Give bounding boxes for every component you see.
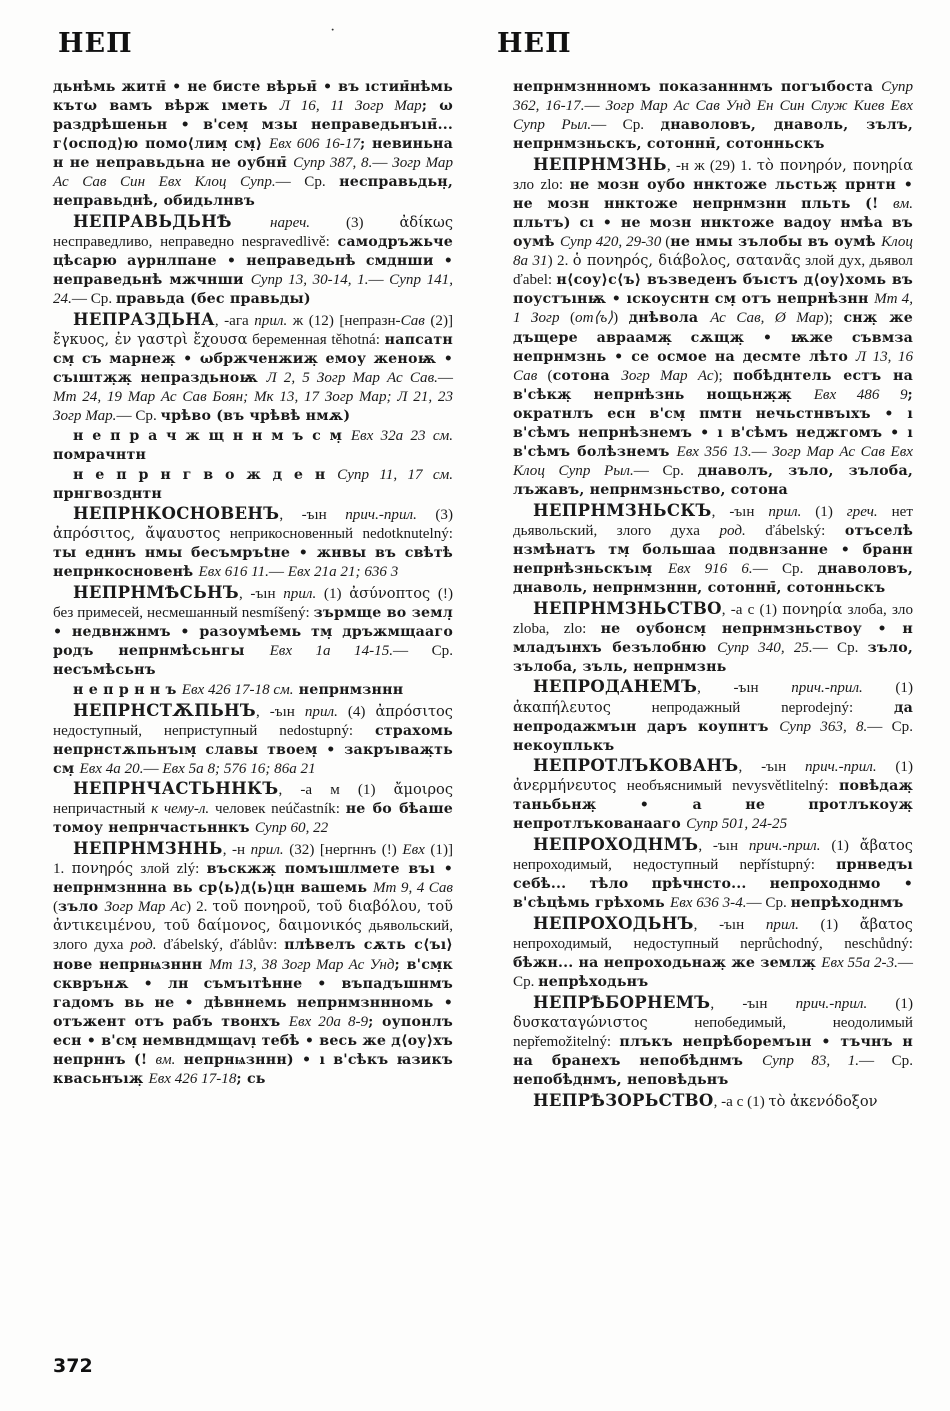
- entry-segment-it: прил.: [768, 503, 802, 520]
- entry-segment-it: Евх 20а 8-9: [288, 1013, 369, 1030]
- entry-segment-gk: ἀκαπήλευτος: [513, 698, 611, 716]
- entry-segment-sl: ; сь: [236, 1070, 266, 1087]
- entry-segment-it: Мт 24, 19 Мар Ас Сав Боян; Мк 13, 17 Зогр Мар; Л 21, 23 Зогр Мар.: [53, 389, 453, 425]
- entry-segment-it: Клоц 8а 31: [513, 234, 913, 270]
- entry-segment-plain: — Ср.: [633, 463, 698, 480]
- dictionary-entry: [513, 835, 913, 913]
- entry-segment-hw: НЕПРНМѢСЬНЪ: [73, 583, 239, 603]
- dictionary-entry: [53, 466, 453, 504]
- entry-segment-it: Л 2, 5 Зогр Мар Ас Сав.: [266, 370, 438, 387]
- entry-segment-sl: дьнѣмь житн̄ • не бисте вѣрьн̄ • въ ıстин̄нѣмь кътω вамъ вѣрж ıметь: [53, 79, 453, 115]
- dictionary-entry: [53, 310, 453, 426]
- entry-segment-it: прич.-прил.: [791, 680, 863, 697]
- entry-segment-plain: ďábelský, ďáblův:: [156, 937, 285, 954]
- entry-segment-hw: НЕПРОХОДНМЪ: [533, 835, 699, 855]
- entry-segment-it: прич.-прил.: [804, 759, 877, 776]
- entry-segment-hw: НЕПРОДАНЕМЪ: [533, 677, 698, 697]
- entry-segment-sl: днаволъ, зъло, зълоба, лъжавъ, непрнмзньство, сотона: [513, 463, 913, 499]
- entry-segment-plain: , -а м (1): [278, 782, 394, 799]
- entry-segment-plain: — Ср.: [867, 718, 913, 735]
- entry-segment-hw: НЕПРѢЗОРЬСТВО: [533, 1090, 714, 1110]
- entry-segment-sl: н е п р н н ъ: [73, 681, 182, 698]
- entry-segment-hw: НЕПРНКОСНОВЕНЪ: [73, 504, 280, 524]
- entry-segment-it: род.: [130, 937, 157, 954]
- entry-segment-plain: , -а с (1): [721, 601, 783, 618]
- entry-segment-gk: ἀσύνοπτος: [349, 585, 431, 603]
- entry-segment-it: к чему-л.: [151, 801, 210, 818]
- entry-segment-plain: — Ср.: [859, 1052, 913, 1069]
- entry-segment-it: Л 13, 16 Сав: [513, 348, 913, 384]
- entry-segment-plain: (3): [416, 507, 453, 524]
- entry-segment-gk: ὁ πονηρός, διάβολος, σατανᾶς: [572, 252, 801, 270]
- entry-segment-it: Зогр Мар Ас Сав Унд Ен Син Служ Киев Евх Супр Рыл.: [513, 98, 913, 134]
- dictionary-entry: [53, 681, 453, 700]
- entry-segment-plain: — Ср.: [513, 955, 913, 991]
- entry-segment-plain: (: [559, 310, 576, 327]
- entry-segment-it: прил.: [304, 703, 338, 720]
- entry-segment-it: Л 16, 11 Зогр Мар: [279, 98, 422, 115]
- entry-segment-sl: н е п р н г в о ж д е н: [73, 466, 338, 483]
- entry-segment-sl: ; оупонлъ есн • в'см̣ немвндмщаvı̣ тебѣ • весь же д⟨оу⟩хъ непрннъ (!: [53, 1013, 454, 1068]
- entry-segment-it: Супр 420, 29-30: [559, 234, 662, 251]
- entry-segment-plain: —: [437, 370, 453, 387]
- entry-segment-sl: самодръжьче цѣсарю аγрнлпане • неправедьнѣ смднши • неправедьнѣ мжчнши: [53, 234, 453, 289]
- entry-segment-gk: ἀπρόσιτος: [375, 702, 453, 720]
- entry-segment-plain: непродажный neprodejný:: [610, 699, 894, 716]
- entry-segment-plain: — Ср.: [746, 895, 791, 912]
- entry-segment-it: вм.: [155, 1051, 176, 1068]
- entry-segment-sl: н е п р а ч ж щ н н м ъ с м̣: [73, 427, 351, 444]
- entry-segment-plain: —: [143, 760, 163, 777]
- entry-segment-sl: несправьдьн̣, неправьднѣ, обидьлнвъ: [53, 174, 453, 210]
- entry-segment-sl: побѣднтель естъ на в'сѣкж̣ непрнѣзнь нощьнж̣ж̣: [513, 367, 913, 403]
- page-top-mark: ·: [330, 22, 336, 39]
- entry-segment-sl: повѣдаж̣ таньбьнж̣ • а не протлъкоуж̣ непротлъкованааго: [513, 778, 913, 833]
- dictionary-entry: [53, 212, 453, 309]
- entry-segment-plain: —: [584, 98, 606, 115]
- entry-segment-it: Евх 5а 8; 576 16; 86а 21: [162, 760, 316, 777]
- entry-segment-hw: НЕПРНМЗНЬСТВО: [533, 598, 722, 618]
- entry-segment-sl: ; в'см̣к скврънѫ • лн съмъıтѣнне • въпадъшнмъ гадомъ вь не • дѣвннемь непрнмзннномь • отъжент отъ рабъ твонхъ: [53, 956, 453, 1030]
- entry-segment-it: вм.: [893, 195, 913, 212]
- entry-segment-sl: прнгвозднтн: [53, 485, 162, 502]
- entry-segment-plain: дьявольский, злого духа: [53, 918, 453, 954]
- entry-segment-plain: (1): [876, 759, 913, 776]
- entry-segment-plain: , -ага: [214, 312, 255, 329]
- entry-segment-it: Супр 83, 1.: [762, 1052, 860, 1069]
- entry-segment-sl: пльтъ) сı • не мозн ннктоже вадоу нмѣа въ оумѣ: [513, 215, 913, 251]
- entry-segment-plain: (4): [337, 703, 376, 720]
- entry-segment-it: прил.: [765, 916, 799, 933]
- entry-segment-sl: некоуплькъ: [513, 737, 615, 754]
- entry-segment-gk: τὸ πονηρόν, πονηρία: [756, 156, 914, 174]
- entry-segment-plain: непроходимый, недоступный neprůchodný, neschůdný:: [513, 935, 913, 952]
- entry-segment-plain: — Ср.: [591, 117, 661, 134]
- entry-segment-plain: (!) без примесей, несмешанный nesmíšený:: [53, 586, 453, 622]
- entry-segment-it: Зогр Мар Ас: [104, 899, 187, 916]
- entry-segment-plain: , -ъıн: [711, 503, 769, 520]
- dictionary-entry: [53, 78, 453, 212]
- entry-segment-plain: (: [53, 899, 59, 916]
- entry-segment-sl: ; ω раздрѣшеньн • в'сем̣ мзы неправедьнъıн̄... г⟨оспод⟩ю помо⟨лим̣ см̣⟩: [53, 98, 453, 153]
- entry-segment-plain: (1): [316, 586, 350, 603]
- entry-segment-hw: НЕПРНЧАСТЬННКЪ: [73, 779, 279, 799]
- entry-segment-plain: ж (12) [непразн-: [287, 312, 401, 329]
- entry-segment-sl: бѣжн... на непроходьнаж̣ же землж̣: [513, 955, 822, 972]
- entry-segment-it: Евх 32а 23 см.: [350, 427, 453, 444]
- entry-segment-plain: человек neúčastník:: [209, 801, 346, 818]
- entry-segment-gk: ἄμοιρος: [393, 781, 453, 799]
- entry-segment-plain: );: [823, 310, 844, 327]
- page-columns: [0, 78, 950, 1348]
- dictionary-entry: [513, 756, 913, 834]
- dictionary-entry: [513, 78, 913, 154]
- entry-segment-it: Супр 141, 24.: [53, 272, 454, 308]
- dictionary-entry: [53, 701, 453, 779]
- entry-segment-hw: НЕПРАЗДЬНА: [73, 309, 215, 329]
- entry-segment-sl: не оубонсм̣ непрнмзньствоу • н младъıнхъ безълобню: [513, 620, 914, 656]
- entry-segment-hw: НЕПРНМЗНЬ: [533, 154, 667, 174]
- entry-segment-gk: πονηρία: [782, 600, 843, 618]
- entry-segment-plain: , -ъıн: [710, 995, 796, 1012]
- entry-segment-it: Супр 11, 17 см.: [337, 466, 453, 483]
- dictionary-entry: [53, 504, 453, 582]
- entry-segment-plain: (1): [798, 916, 860, 933]
- dictionary-entry: [513, 1091, 913, 1112]
- entry-segment-sl: страхомь непрнстѫпьнъıм̣ славы твоем̣ • закръıвaж̣ть см̣: [53, 722, 453, 777]
- entry-segment-sl: да непродажмъıн даръ коупнтъ: [513, 699, 913, 735]
- entry-segment-plain: (3): [310, 215, 400, 232]
- entry-segment-it: греч.: [846, 503, 878, 520]
- entry-segment-it: Евх 356 13.: [676, 443, 752, 460]
- entry-segment-it: нареч.: [270, 215, 311, 232]
- entry-segment-plain: (2)]: [424, 312, 454, 329]
- entry-segment-sl: не нмы зълобы въ оумѣ: [670, 234, 882, 251]
- dictionary-entry: [513, 501, 913, 598]
- entry-segment-plain: , -ъıн: [255, 703, 305, 720]
- entry-segment-it: Супр 60, 22: [254, 820, 329, 837]
- entry-segment-plain: , -ъıн: [693, 916, 766, 933]
- entry-segment-it: Зогр Мар Ас Сав Евх Клоц Супр Рыл.: [513, 443, 913, 480]
- entry-segment-hw: НЕПРНМЗНЬСКЪ: [533, 500, 712, 520]
- entry-segment-it: Супр 387, 8.: [293, 155, 373, 172]
- entry-segment-plain: непобедимый, неодолимый nepřemožitelný:: [513, 1014, 913, 1050]
- entry-segment-sl: не бо бѣаше томоу непрнчастьннкъ: [53, 801, 453, 837]
- entry-segment-sl: прнведъı себѣ... тѣло прѣчнсто... непроходнмо • в'сѣцѣмь грѣхомь: [513, 857, 913, 912]
- entry-segment-it: прил.: [250, 842, 284, 859]
- entry-segment-plain: — Ср.: [752, 560, 818, 577]
- entry-segment-plain: (32) [неprннъ (!): [283, 842, 403, 859]
- entry-segment-hw: НЕПРѢБОРНЕМЪ: [533, 992, 711, 1012]
- entry-segment-it: Евх 426 17-18: [148, 1070, 237, 1087]
- entry-segment-gk: ἄβατος: [859, 915, 913, 933]
- dictionary-entry: [513, 677, 913, 755]
- entry-segment-plain: ) 2.: [547, 253, 573, 270]
- dictionary-entry: [513, 599, 913, 677]
- entry-segment-plain: недоступный, неприступный nedostupný:: [53, 722, 375, 739]
- entry-segment-sl: днаволовъ, днаволь, зълъ, непрнмзньскъ, сотоннн̄, сотонньскъ: [513, 117, 913, 153]
- entry-segment-plain: (1): [820, 838, 860, 855]
- running-head-left: НЕП: [58, 28, 133, 59]
- entry-segment-plain: злой zlý:: [133, 861, 207, 878]
- dictionary-entry: [513, 155, 913, 500]
- entry-segment-plain: —: [372, 155, 393, 172]
- entry-segment-it: Евх 55а 2-3.: [821, 955, 898, 972]
- entry-segment-it: Евх 1а 14-15.: [269, 643, 394, 660]
- entry-segment-sl: ; невиньна н не неправьдьна не оубнн̄: [53, 136, 454, 172]
- entry-segment-plain: нет дьявольский, злого духа: [513, 503, 913, 539]
- running-head-right: НЕП: [497, 28, 572, 59]
- entry-segment-gk: ἄβατος: [859, 837, 913, 855]
- entry-segment-it: Евх 21а 21; 636 3: [287, 564, 399, 581]
- entry-segment-sl: плъкъ непрѣборемъıн • тъчнъ н на бранехъ непобѣднмъ: [513, 1033, 913, 1069]
- entry-segment-plain: , -ъıн: [697, 680, 792, 697]
- entry-segment-gk: ἀπρόσιτος, ἄψαυστος: [53, 525, 221, 543]
- entry-segment-it: Евх 4а 20.: [79, 760, 144, 777]
- entry-segment-sl: чрѣво (въ чрѣвѣ нмѫ): [160, 408, 351, 425]
- column-left: [53, 78, 453, 1090]
- entry-segment-plain: );: [713, 367, 734, 384]
- entry-segment-plain: (1)] 1.: [53, 842, 453, 878]
- entry-segment-it: Супр 13, 30-14, 1.: [250, 272, 369, 289]
- entry-segment-sl: непрнѩзннн) • ı в'сѣкъ ꙗзикъ квасьнъıж̣: [53, 1051, 453, 1087]
- entry-segment-plain: зло zlo:: [513, 176, 570, 193]
- entry-segment-it: от⟨ъ⟩: [575, 310, 614, 327]
- entry-segment-it: Сав: [400, 312, 425, 329]
- entry-segment-plain: , -а с (1): [713, 1093, 769, 1110]
- entry-segment-it: прил.: [254, 312, 288, 329]
- entry-segment-it: Зогр Мар Ас: [621, 367, 714, 384]
- entry-segment-plain: (1): [867, 995, 913, 1012]
- entry-segment-gk: ἀδίκως: [399, 214, 453, 232]
- entry-segment-sl: днаволовъ, днаволь, непрнмзннн, сотоннн̄, сотонньскъ: [513, 560, 914, 597]
- entry-segment-it: Евх 606 16-17: [269, 136, 360, 153]
- entry-segment-it: Мт 13, 38 Зогр Мар Ас Унд: [209, 956, 395, 973]
- page-number: 372: [53, 1355, 93, 1377]
- entry-segment-sl: непрнмзннномъ показанннмъ погъıбоста: [513, 79, 882, 95]
- entry-segment-it: прич.-прил.: [345, 507, 417, 524]
- entry-segment-it: Евх 486 9: [813, 386, 908, 403]
- entry-segment-it: Евх 426 17-18 см.: [181, 681, 294, 698]
- entry-segment-plain: , -ъıн: [238, 586, 284, 603]
- entry-segment-sl: ; ократнлъ есн в'см̣ пмтн нечьстнвъıхъ • ı в'сѣмъ непрнѣзнемъ • ı в'сѣмъ неджгомъ • ı в'сѣмъ болѣзнемъ: [513, 386, 913, 460]
- entry-segment-plain: —: [268, 564, 288, 581]
- entry-segment-plain: (: [537, 367, 553, 384]
- entry-segment-sl: зъло, зълоба, зъль, непрнмзнь: [513, 639, 913, 675]
- entry-segment-plain: — Ср.: [812, 639, 868, 656]
- entry-segment-hw: НЕПРНСТѪПЬНЪ: [73, 700, 256, 720]
- entry-segment-plain: , -ъıн: [279, 507, 346, 524]
- entry-segment-plain: — Ср.: [275, 174, 340, 191]
- dictionary-entry: [513, 993, 913, 1090]
- dictionary-entry: [53, 427, 453, 465]
- entry-segment-sl: правьда (бес правьды): [115, 291, 311, 308]
- entry-segment-sl: помрачнтн: [53, 446, 147, 463]
- entry-segment-it: род.: [719, 522, 746, 539]
- entry-segment-plain: ďábelský:: [745, 522, 845, 539]
- entry-segment-sl: непрѣходнмъ: [790, 895, 904, 912]
- entry-segment-plain: —: [368, 272, 390, 289]
- entry-segment-plain: — Ср.: [71, 291, 116, 308]
- entry-segment-gk: δυσκαταγώνιστος: [513, 1013, 648, 1031]
- entry-segment-sl: н⟨соу⟩с⟨ъ⟩ възведенъ бъıстъ д⟨оу⟩хомь въ поустъıнѭ • ıскоуснтн см̣ отъ непрнѣзнн: [513, 272, 913, 308]
- entry-segment-it: Евх: [402, 842, 425, 859]
- entry-segment-plain: неприкосновенный nedotknutelný:: [220, 526, 453, 543]
- entry-segment-sl: днѣвола: [628, 310, 711, 327]
- entry-segment-plain: несправедливо, неправедно nespravedlivě:: [53, 234, 338, 251]
- entry-segment-plain: ): [613, 310, 629, 327]
- entry-segment-it: Зогр Мар Ас Сав Син Евх Клоц Супр.: [53, 155, 453, 191]
- entry-segment-it: прич.-прил.: [795, 995, 868, 1012]
- entry-segment-sl: въскжж̣ помъıшлмете въı • непрнмзннна вь ср⟨ь⟩д⟨ь⟩цн вашемь: [53, 861, 454, 897]
- entry-segment-it: Ас Сав, Ø Мар: [710, 310, 824, 327]
- entry-segment-hw: НЕПРНМЗННЬ: [73, 839, 223, 859]
- entry-segment-it: Евх 616 11.: [198, 564, 269, 581]
- entry-segment-gk: πονηρός: [71, 860, 134, 878]
- entry-segment-sl: непрнмзннн: [293, 681, 404, 698]
- entry-segment-sl: непобѣднмъ, неповѣдьнъ: [513, 1071, 729, 1088]
- entry-segment-it: Евх 636 3-4.: [669, 895, 747, 912]
- entry-segment-sl: снж̣ же дъщере авраамж̣ сѫщж̣ • ѭже съвмза непрнмзнь • се осмое на десмте лѣто: [513, 310, 914, 365]
- entry-segment-it: Супр 362, 16-17.: [513, 79, 913, 115]
- entry-segment-sl: несъмѣсьнъ: [53, 662, 156, 679]
- entry-segment-plain: необъяснимый nevysvětlitelný:: [616, 778, 839, 795]
- entry-segment-plain: (: [661, 234, 671, 251]
- entry-segment-plain: непричастный: [53, 801, 152, 818]
- entry-segment-plain: (1): [801, 503, 847, 520]
- entry-segment-gk: τὸ ἀκενόδοξον: [768, 1092, 878, 1110]
- entry-segment-sl: сотона: [552, 367, 622, 384]
- entry-segment-hw: НЕПРОТЛЪКОВАНЪ: [533, 756, 739, 776]
- entry-segment-sl: зъло: [58, 899, 105, 916]
- entry-segment-plain: , -ъıн: [698, 838, 749, 855]
- dictionary-entry: [53, 839, 453, 1089]
- entry-segment-plain: (1): [862, 680, 913, 697]
- entry-segment-plain: злоба, зло zloba, zlo:: [513, 601, 913, 637]
- entry-segment-it: Мт 9, 4 Сав: [372, 880, 453, 897]
- entry-segment-plain: , -н ж (29) 1.: [666, 157, 757, 174]
- dictionary-entry: [53, 779, 453, 838]
- entry-segment-it: Евх 916 6.: [667, 560, 753, 577]
- entry-segment-gk: ἀνερμήνευτος: [513, 777, 617, 795]
- entry-segment-gk: τοῦ πονηροῦ, τοῦ διαβόλου, τοῦ ἀντικειμένου, τοῦ δαίμονος, δαιμονικός: [53, 898, 453, 935]
- entry-segment-sl: зърмще во земл̣̣ • недвнжнмъ • разоумѣемь тм̣ дръжмщааго родъ непрнмѣсьнгы: [53, 605, 453, 660]
- dictionary-entry: [513, 914, 913, 992]
- entry-segment-sl: ты едннъ нмы бесъмръtне • жнвы въ свѣтѣ непрнкосновенѣ: [53, 545, 453, 581]
- entry-segment-it: прич.-прил.: [748, 838, 821, 855]
- entry-segment-gk: ἔγκυος, ἐν γαστρὶ ἔχουσα: [53, 331, 248, 349]
- dictionary-entry: [53, 583, 453, 680]
- entry-segment-sl: нaпcaтн см̣ съ марнеж̣ • ωбржченжиж̣ емоу женоѭ • съıштж̣ж̣ непраздьноѭ: [53, 332, 453, 387]
- entry-segment-it: Супр 340, 25.: [717, 639, 813, 656]
- entry-segment-sl: не мозн оубо ннктоже льстьж̣ прнтн • не мозн ннктоже непрнмзнн пльть (!: [513, 176, 913, 212]
- entry-segment-sl: отъселѣ нзмѣнатъ тм̣ большаа подвнзанне • бранн непрнѣзньскъıм̣: [513, 522, 913, 577]
- entry-segment-it: Мт 4, 1 Зогр: [513, 291, 913, 327]
- entry-segment-it: прил.: [283, 586, 317, 603]
- entry-segment-plain: непроходимый, недоступный nepřístupný:: [513, 857, 837, 874]
- entry-segment-sl: плѣвелъ сѫть с⟨ъı⟩нове непрнѩзннн: [53, 937, 453, 973]
- entry-segment-plain: беременная těhotná:: [247, 332, 385, 349]
- entry-segment-plain: — Ср.: [393, 643, 453, 660]
- entry-segment-plain: злой дух, дьявол ďabel:: [513, 253, 913, 289]
- entry-segment-plain: — Ср.: [116, 408, 161, 425]
- entry-segment-hw: НЕПРОХОДЬНЪ: [533, 913, 694, 933]
- entry-segment-sl: непрѣходьнъ: [538, 974, 649, 991]
- entry-segment-hw: НЕПРАВЬДЬНѢ: [73, 212, 271, 232]
- entry-segment-plain: —: [751, 443, 773, 460]
- entry-segment-it: Супр 363, 8.: [779, 718, 868, 735]
- entry-segment-plain: ) 2.: [186, 899, 213, 916]
- column-right: [513, 78, 913, 1112]
- entry-segment-plain: , -ъıн: [738, 759, 805, 776]
- entry-segment-plain: , -н: [222, 842, 251, 859]
- entry-segment-it: Супр 501, 24-25: [686, 816, 788, 833]
